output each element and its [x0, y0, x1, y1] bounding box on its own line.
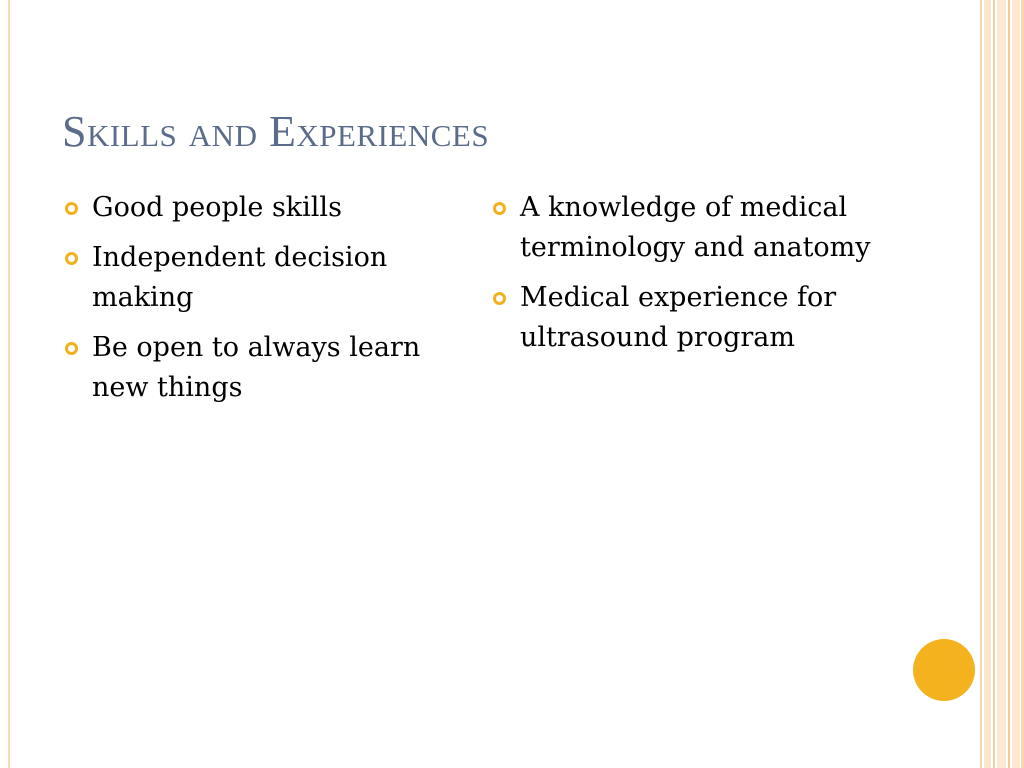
circle-bullet-icon	[65, 202, 78, 215]
circle-bullet-icon	[65, 342, 78, 355]
bullet-item	[490, 278, 910, 358]
bullet-item	[490, 188, 910, 268]
right-bullet-list	[490, 188, 910, 368]
bullet-text: A knowledge of medical terminology and anatomy	[520, 192, 871, 263]
bullet-text: Good people skills	[92, 192, 342, 223]
left-bullet-list	[62, 188, 442, 418]
left-border-line	[8, 0, 10, 768]
slide-title: Skills and Experiences	[62, 107, 490, 156]
decorative-orange-circle	[913, 639, 975, 701]
right-decorative-stripes	[980, 0, 1024, 768]
bullet-text: Independent decision making	[92, 242, 388, 313]
bullet-text: Medical experience for ultrasound program	[520, 282, 837, 353]
circle-bullet-icon	[493, 202, 506, 215]
circle-bullet-icon	[493, 292, 506, 305]
bullet-item	[62, 328, 442, 408]
bullet-item	[62, 188, 442, 228]
bullet-text: Be open to always learn new things	[92, 332, 421, 403]
bullet-item	[62, 238, 442, 318]
circle-bullet-icon	[65, 252, 78, 265]
